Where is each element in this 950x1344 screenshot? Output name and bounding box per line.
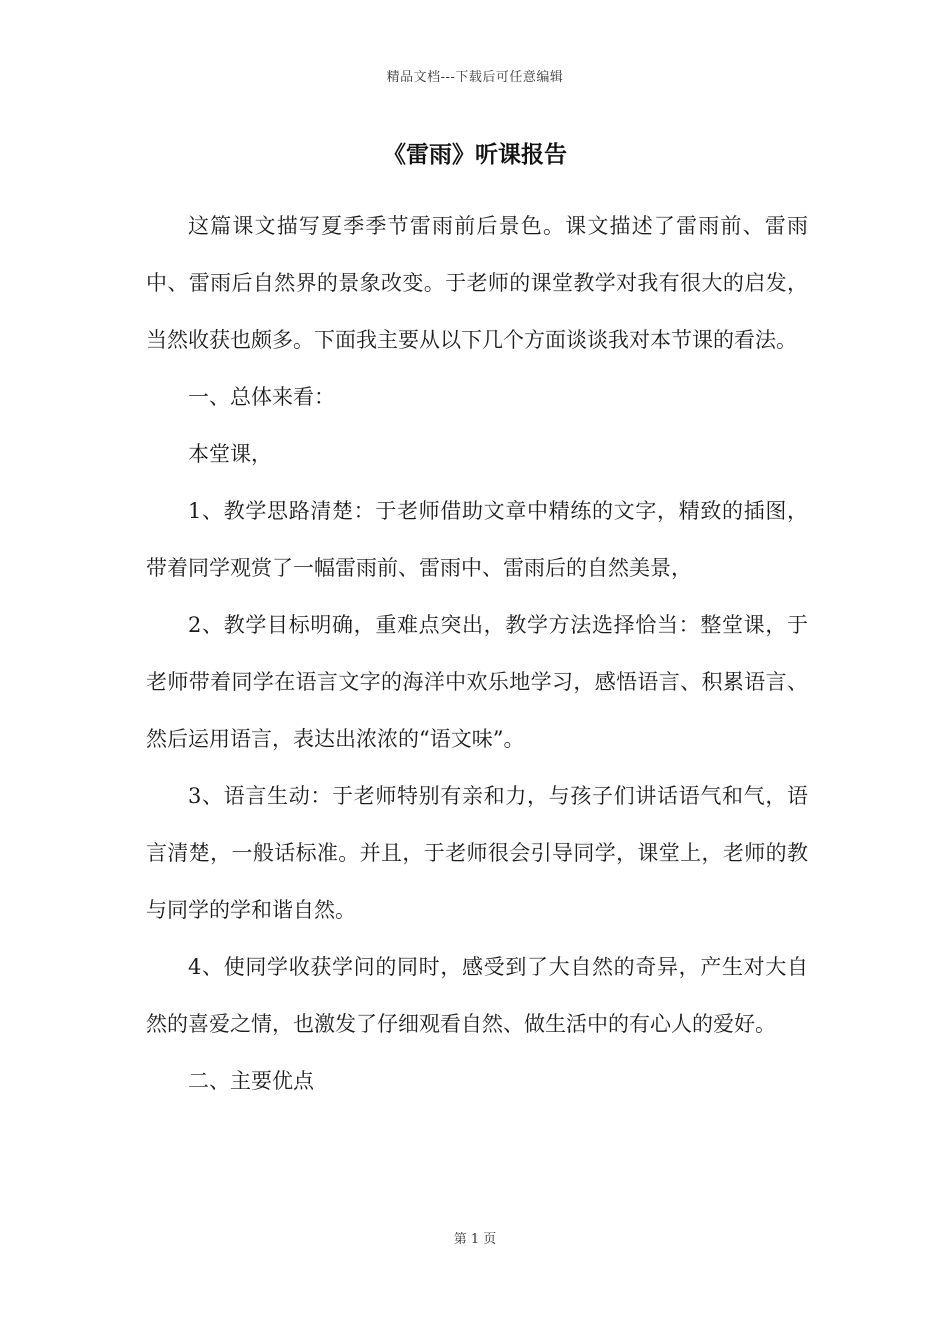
paragraph-point-4: 4、使同学收获学问的同时，感受到了大自然的奇异，产生对大自然的喜爱之情，也激发了仔细观看自然、做生活中的有心人的爱好。 — [146, 955, 808, 1036]
page-number: 第 1 页 — [453, 1232, 497, 1247]
section-heading-overall: 一、总体来看： — [188, 385, 335, 409]
paragraph-point-2: 2、教学目标明确，重难点突出，教学方法选择恰当：整堂课，于老师带着同学在语言文字的海洋中欢乐地学习，感悟语言、积累语言、然后运用语言，表达出浓浓的“语文味”。 — [146, 613, 808, 751]
document-title: 《雷雨》听课报告 — [383, 141, 567, 168]
paragraph-point-1: 1、教学思路清楚：于老师借助文章中精练的文字，精致的插图，带着同学观赏了一幅雷雨前、雷雨中、雷雨后的自然美景， — [146, 499, 808, 580]
document-body — [146, 198, 808, 1110]
paragraph-intro: 这篇课文描写夏季季节雷雨前后景色。课文描述了雷雨前、雷雨中、雷雨后自然界的景象改变。于老师的课堂教学对我有很大的启发，当然收获也颇多。下面我主要从以下几个方面谈谈我对本节课的看法。 — [146, 214, 808, 352]
page-header: 精品文档---下载后可任意编辑 — [386, 70, 564, 85]
section-heading-strengths: 二、主要优点 — [188, 1069, 314, 1093]
paragraph-point-3: 3、语言生动：于老师特别有亲和力，与孩子们讲话语气和气，语言清楚，一般话标准。并且，于老师很会引导同学，课堂上，老师的教与同学的学和谐自然。 — [146, 784, 808, 922]
paragraph-lesson: 本堂课， — [188, 442, 272, 466]
